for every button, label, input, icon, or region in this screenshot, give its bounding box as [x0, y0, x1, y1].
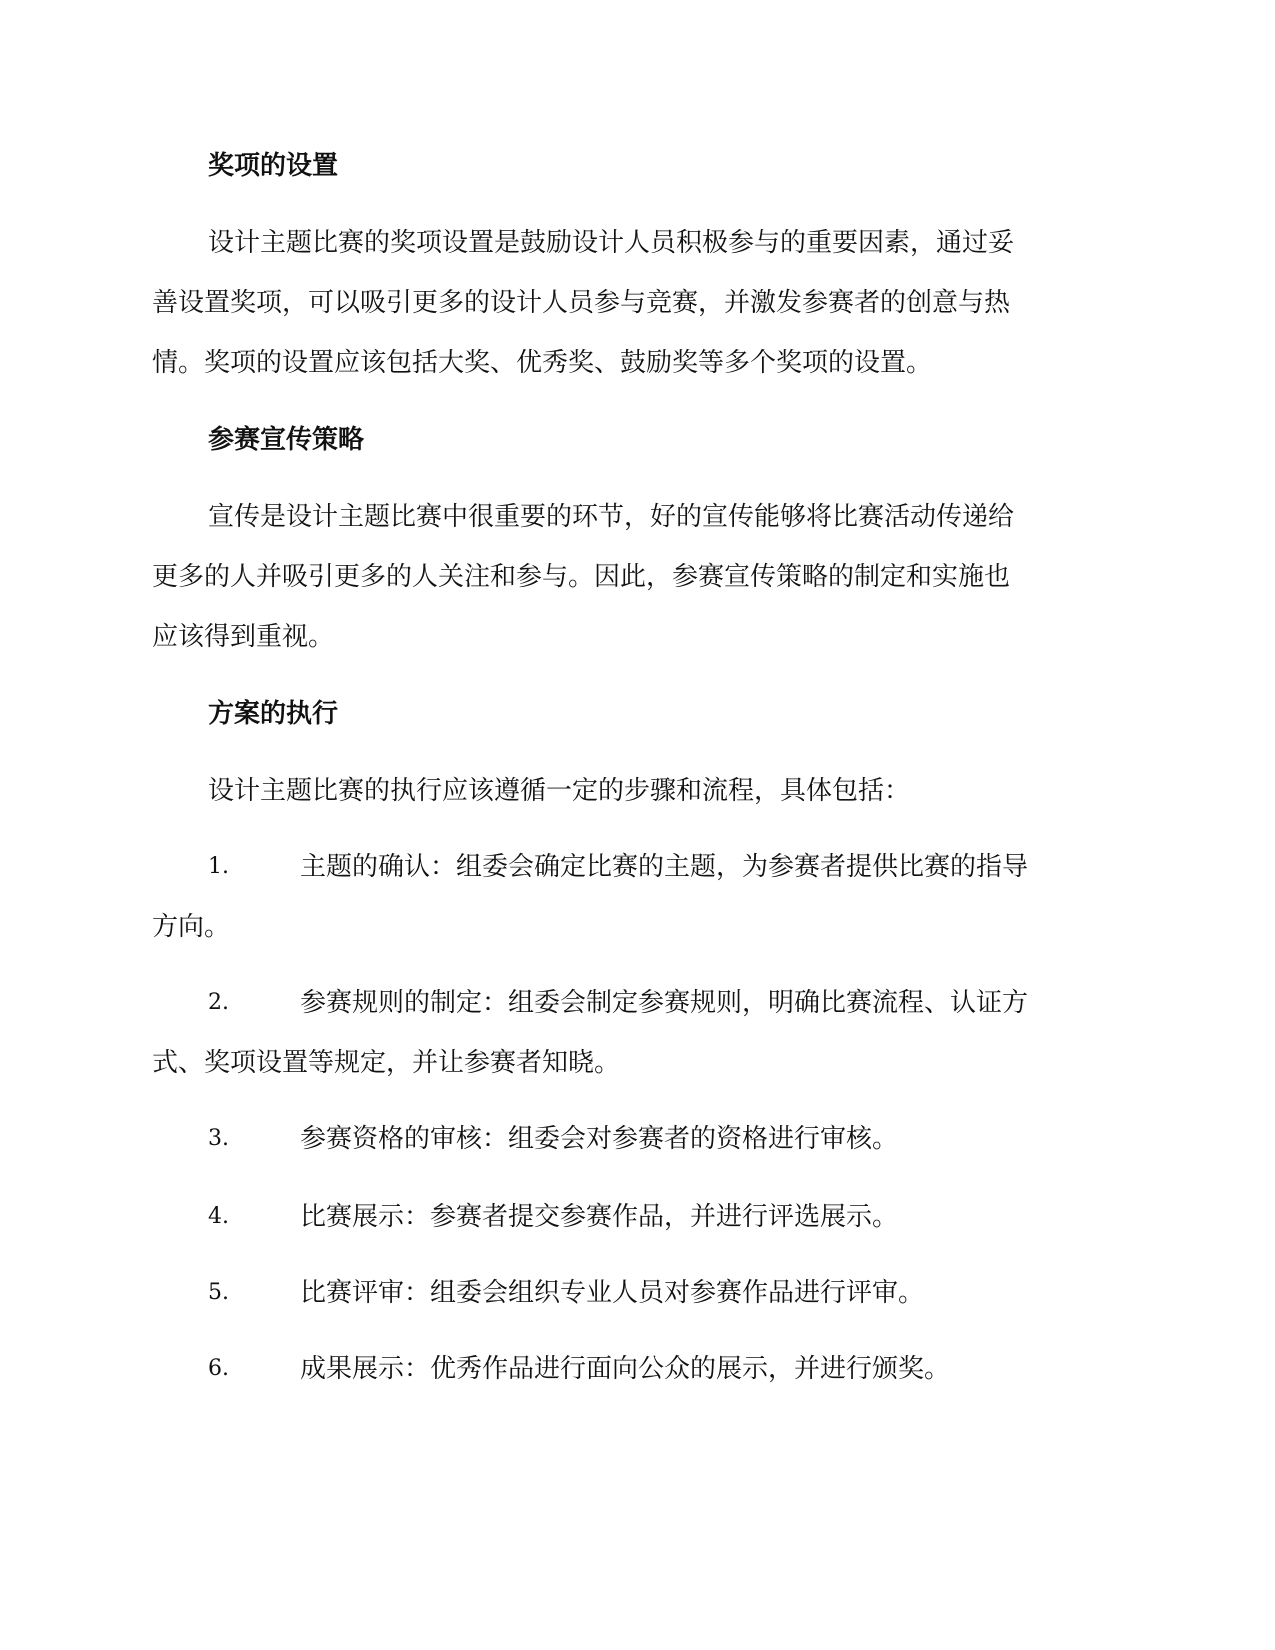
list-item-number: 1.: [208, 854, 229, 879]
section-heading-awards: 奖项的设置: [208, 151, 339, 181]
paragraph-line: 情。奖项的设置应该包括大奖、优秀奖、鼓励奖等多个奖项的设置。: [152, 348, 933, 378]
list-item-number: 3.: [208, 1126, 229, 1151]
list-item-text: 比赛评审：组委会组织专业人员对参赛作品进行评审。: [300, 1278, 925, 1308]
paragraph-line: 更多的人并吸引更多的人关注和参与。因此，参赛宣传策略的制定和实施也: [152, 562, 1011, 592]
list-item-text: 成果展示：优秀作品进行面向公众的展示，并进行颁奖。: [300, 1354, 951, 1384]
list-item-number: 2.: [208, 990, 229, 1015]
list-item-continuation: 方向。: [152, 912, 231, 942]
paragraph-line: 设计主题比赛的奖项设置是鼓励设计人员积极参与的重要因素，通过妥: [208, 228, 1015, 258]
list-item-text: 参赛资格的审核：组委会对参赛者的资格进行审核。: [300, 1124, 899, 1154]
list-item-number: 5.: [208, 1280, 229, 1305]
section-heading-execution: 方案的执行: [208, 699, 339, 729]
list-item-continuation: 式、奖项设置等规定，并让参赛者知晓。: [152, 1048, 621, 1078]
paragraph-line: 应该得到重视。: [152, 622, 335, 652]
list-item-text: 主题的确认：组委会确定比赛的主题，为参赛者提供比赛的指导: [300, 852, 1029, 882]
paragraph-line: 宣传是设计主题比赛中很重要的环节，好的宣传能够将比赛活动传递给: [208, 502, 1015, 532]
paragraph-line: 设计主题比赛的执行应该遵循一定的步骤和流程，具体包括：: [208, 776, 911, 806]
list-item-text: 参赛规则的制定：组委会制定参赛规则，明确比赛流程、认证方: [300, 988, 1029, 1018]
list-item-number: 4.: [208, 1204, 229, 1229]
section-heading-promotion: 参赛宣传策略: [208, 425, 365, 455]
list-item-number: 6.: [208, 1356, 229, 1381]
list-item-text: 比赛展示：参赛者提交参赛作品，并进行评选展示。: [300, 1202, 899, 1232]
paragraph-line: 善设置奖项，可以吸引更多的设计人员参与竞赛，并激发参赛者的创意与热: [152, 288, 1011, 318]
